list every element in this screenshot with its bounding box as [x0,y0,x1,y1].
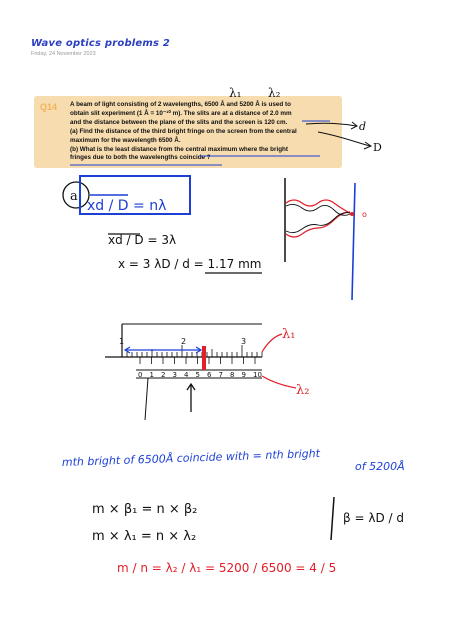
page-date: Friday, 24 November 2023 [31,51,96,57]
equation-beta: m × β₁ = n × β₂ [92,502,198,517]
coincide-marker [202,346,206,370]
D-label: D [373,141,382,154]
scale-lambda1: λ₁ [282,327,296,342]
question-line: A beam of light consisting of 2 wavelengths, 6500 Å and 5200 Å is used to [70,101,291,108]
lambda2-label: λ₂ [268,86,281,100]
part-a-label: a [70,189,78,204]
question-line: obtain slit experiment (1 Å = 10⁻¹⁰ m). The slits are at a distance of 2.0 mm [70,109,292,117]
arrow-d [306,123,356,126]
vernier-tick-label: 3 [172,371,177,379]
page-title: Wave optics problems 2 [31,38,171,49]
main-scale-ticks [122,345,262,357]
vernier-tick-label: 2 [161,371,166,379]
l2-pointer [262,376,296,388]
wave-black-lower [286,213,350,233]
wave-red-upper [286,200,350,213]
question-line: and the distance between the plane of the slits and the screen is 120 cm. [70,118,288,126]
lambda1-label: λ₁ [229,86,242,100]
wave-red-lower [286,212,350,237]
wave-black-upper [286,204,350,215]
formula1: xd / D = nλ [87,198,167,214]
vernier-tick-label: 4 [184,371,189,379]
question-line: fringes due to both the wavelengths coincide ? [70,154,211,162]
beta-definition: β = λD / d [343,511,404,525]
d-label: d [359,120,367,133]
question-number: Q14 [40,102,58,112]
question-line: (b) What is the least distance from the central maximum where the bright [70,145,288,153]
vernier-tick-label: 10 [253,371,262,379]
coincide-statement-1: mth bright of 6500Å coincide with = nth bright [61,446,321,469]
vernier-scale-ticks [140,357,255,364]
l1-pointer [262,334,282,352]
vernier-tick-label: 8 [230,371,235,379]
question-line: maximum for the wavelength 6500 Å. [70,136,181,144]
vernier-tick-label: 0 [138,371,143,379]
vernier-tick-label: 7 [218,371,223,379]
arrow-D [318,132,370,146]
equation-lambda: m × λ₁ = n × λ₂ [92,529,197,544]
vernier-tick-label: 1 [149,371,154,379]
screen-line [352,183,355,300]
main-tick-label: 2 [181,337,187,346]
scale-lambda2: λ₂ [296,383,310,398]
fringe-label: o [362,210,367,219]
divider-stroke [331,497,334,540]
caliper-jaw [136,378,262,420]
main-tick-label: 3 [241,337,247,346]
coincide-statement-2: of 5200Å [355,460,405,473]
vernier-tick-label: 9 [241,371,246,379]
ratio-equation: m / n = λ₂ / λ₁ = 5200 / 6500 = 4 / 5 [117,561,337,575]
fringe-dot [350,212,354,216]
vernier-tick-label: 5 [195,371,200,379]
formula3: x = 3 λD / d = 1.17 mm [118,257,262,271]
vernier-tick-label: 6 [207,371,212,379]
formula2: xd / D = 3λ [108,233,177,247]
main-tick-label: 1 [119,337,125,346]
question-line: (a) Find the distance of the third bright fringe on the screen from the central [70,127,297,135]
